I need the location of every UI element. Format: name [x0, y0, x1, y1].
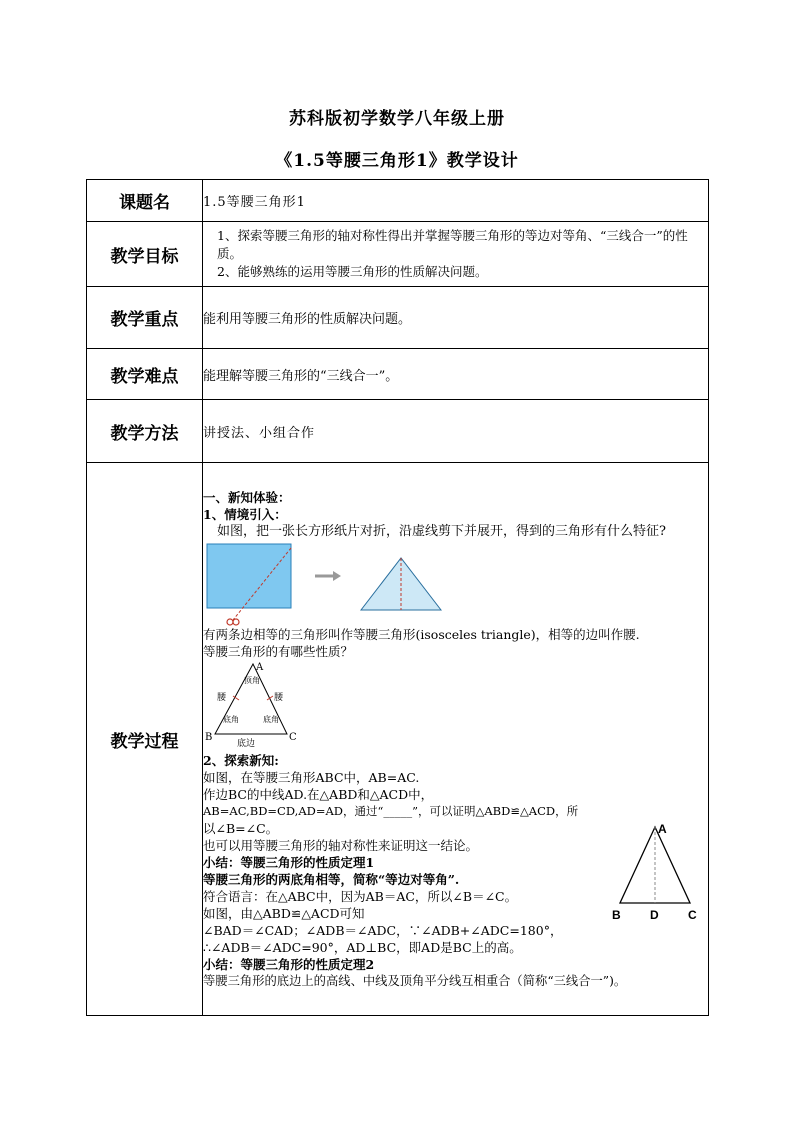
row-objectives [87, 222, 709, 287]
proof-line-1: 如图，在等腰三角形ABC中，AB=AC. [203, 769, 420, 785]
folded-paper-rect [207, 544, 291, 608]
proof-line-2: 作边BC的中线AD.在△ABD和△ACD中， [203, 786, 434, 802]
topic-value: 1.5等腰三角形1 [203, 180, 709, 222]
base-angle-left-label: 底角 [223, 714, 239, 724]
paper-fold-illustration [203, 540, 463, 626]
summary-theorem-2-text: 等腰三角形的底边上的高线、中线及顶角平分线互相重合（简称“三线合一”)。 [203, 973, 627, 988]
triangle-abd-acd-diagram [612, 819, 702, 923]
point-b-label: B [612, 908, 621, 922]
row-process [87, 463, 709, 1016]
section-heading-1-1: 1、情境引入： [203, 506, 287, 522]
proof-line-9: ∴∠ADB＝∠ADC=90°，AD⊥BC，即AD是BC上的高。 [203, 939, 522, 955]
section-heading-2: 2、探索新知: [203, 752, 279, 768]
row-method [87, 400, 709, 463]
proof-line-3: AB=AC,BD=CD,AD=AD，通过“_____”，可以证明△ABD≌△ACD，所 [203, 803, 579, 818]
objective-2: 2、能够熟练的运用等腰三角形的性质解决问题。 [217, 264, 488, 279]
base-label: 底边 [237, 738, 256, 749]
arrow-right-icon [315, 571, 341, 581]
summary-theorem-1-text: 等腰三角形的两底角相等，简称“等边对等角”. [203, 871, 460, 887]
difficulty-label: 教学难点 [87, 349, 203, 400]
document-title: 苏科版初学数学八年级上册 [289, 109, 505, 129]
row-key-points [87, 287, 709, 349]
key-value: 能利用等腰三角形的性质解决问题。 [203, 287, 709, 349]
process-label: 教学过程 [87, 463, 203, 1016]
base-angle-right-label: 底角 [263, 714, 279, 724]
difficulty-value: 能理解等腰三角形的“三线合一”。 [203, 349, 709, 400]
question-paragraph: 等腰三角形的有哪些性质？ [203, 643, 354, 659]
document-subtitle: 《1.5等腰三角形1》教学设计 [275, 151, 519, 171]
proof-line-5: 也可以用等腰三角形的轴对称性来证明这一结论。 [203, 837, 479, 853]
objectives-value [203, 222, 709, 287]
point-a-label: A [658, 822, 667, 836]
summary-theorem-2-title: 小结：等腰三角形的性质定理2 [203, 956, 375, 972]
row-topic [87, 180, 709, 222]
row-difficulty [87, 349, 709, 400]
topic-label: 课题名 [87, 180, 203, 222]
proof-line-7: 如图，由△ABD≌△ACD可知 [203, 905, 365, 921]
intro-paragraph: 如图，把一张长方形纸片对折，沿虚线剪下并展开，得到的三角形有什么特征? [217, 523, 666, 539]
leg-right-label: 腰 [274, 692, 284, 703]
point-d-label: D [650, 908, 659, 922]
proof-line-4: 以∠B=∠C。 [203, 820, 279, 836]
key-label: 教学重点 [87, 287, 203, 349]
paper-fold-figure [203, 540, 708, 626]
method-label: 教学方法 [87, 400, 203, 463]
section-heading-1: 一、新知体验： [203, 489, 291, 505]
summary-theorem-1-title: 小结：等腰三角形的性质定理1 [203, 854, 375, 870]
top-angle-label: 顶角 [244, 675, 260, 685]
lesson-plan-table [86, 179, 709, 1016]
isosceles-triangle-diagram [203, 660, 303, 752]
leg-left-label: 腰 [217, 692, 227, 703]
isosceles-labeled-figure [203, 660, 708, 752]
vertex-a-label: A [256, 661, 264, 673]
objectives-label: 教学目标 [87, 222, 203, 287]
objective-1: 1、探索等腰三角形的轴对称性得出并掌握等腰三角形的等边对等角、“三线合一”的性质。 [217, 228, 688, 261]
vertex-b-label: B [205, 731, 213, 743]
vertex-c-label: C [289, 731, 297, 743]
abc-triangle-figure [612, 819, 702, 927]
method-value: 讲授法、小组合作 [203, 400, 709, 463]
point-c-label: C [688, 908, 697, 922]
proof-line-8: ∠BAD＝∠CAD；∠ADB＝∠ADC，∵∠ADB+∠ADC=180°， [203, 922, 563, 938]
definition-paragraph: 有两条边相等的三角形叫作等腰三角形(isosceles triangle)，相等的边叫作腰. [203, 626, 640, 642]
symbolic-language-line: 符合语言：在△ABC中，因为AB＝AC，所以∠B＝∠C。 [203, 888, 518, 904]
process-content [203, 463, 709, 1016]
